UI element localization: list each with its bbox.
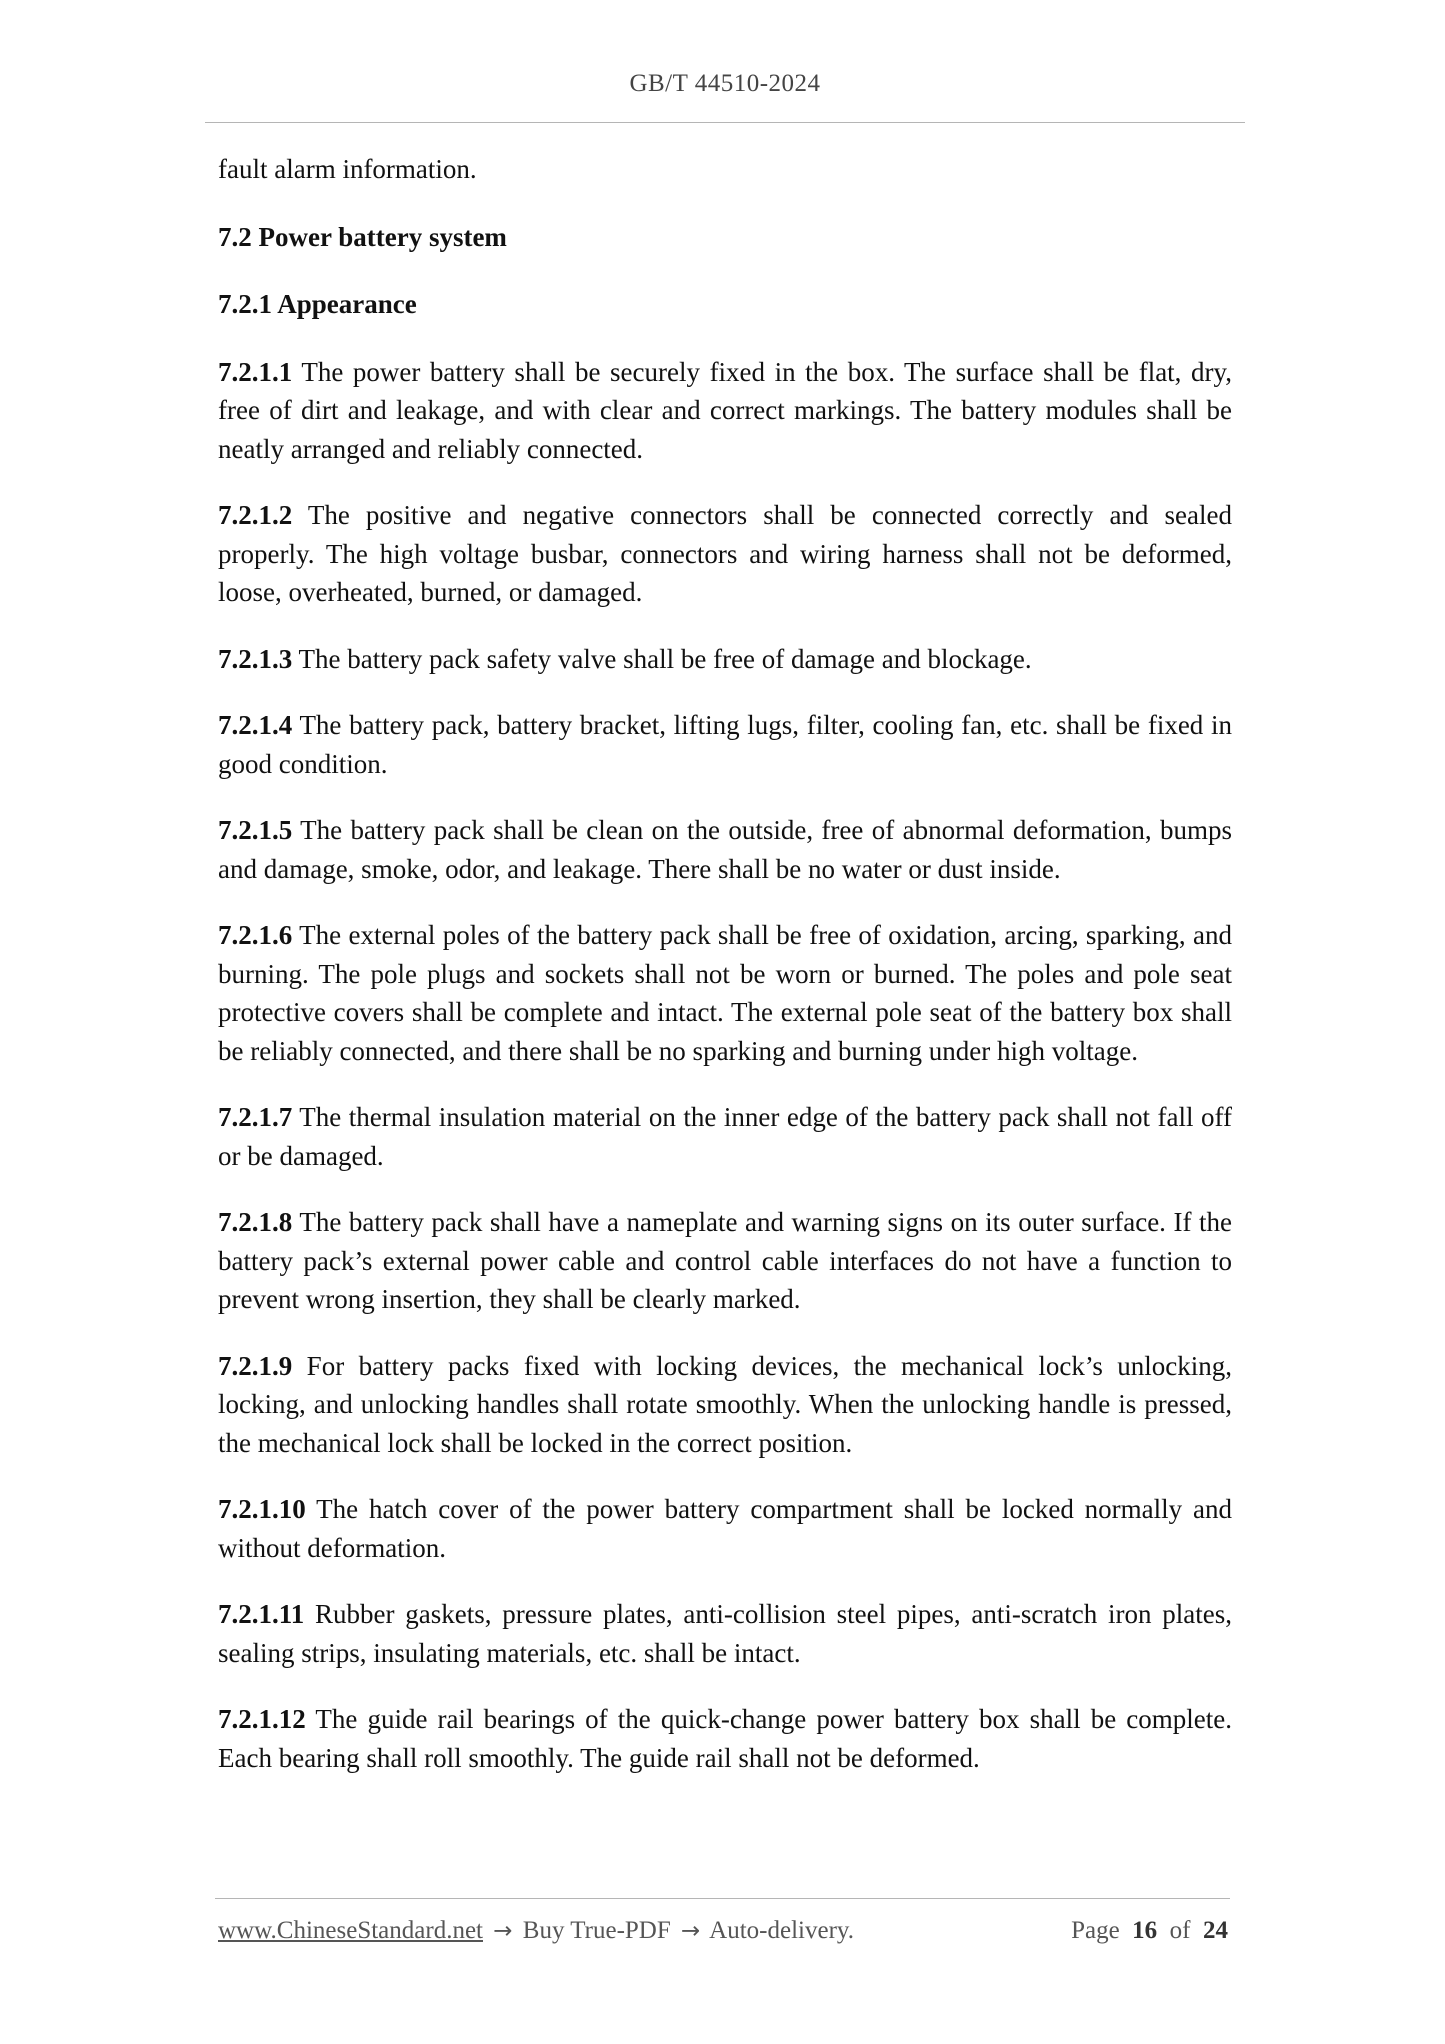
clause-text: The hatch cover of the power battery compartment shall be locked normally and without deformation. [218,1494,1232,1563]
clause-number: 7.2.1.12 [218,1704,306,1734]
page-indicator [1071,1917,1228,1945]
clause-number: 7.2.1.6 [218,920,293,950]
clause-paragraph [218,706,1232,783]
header-divider [205,122,1245,123]
buy-pdf-text: Buy True-PDF [522,1917,671,1944]
clause-text: The battery pack safety valve shall be free of damage and blockage. [298,643,1032,674]
clause-text: The power battery shall be securely fixed in the box. The surface shall be flat, dry, free of dirt and leakage, and with clear and correct markings. The battery modules shall be neatly arranged and reliably connected. [218,356,1232,464]
clause-number: 7.2.1.8 [218,1207,293,1237]
clause-text: The battery pack shall be clean on the outside, free of abnormal deformation, bumps and damage, smoke, odor, and leakage. There shall be no water or dust inside. [218,815,1232,884]
clause-paragraph [218,1203,1232,1319]
clause-text: The thermal insulation material on the inner edge of the battery pack shall not fall off or be damaged. [218,1102,1232,1171]
clause-number: 7.2.1.4 [218,710,293,740]
document-header: GB/T 44510-2024 [629,70,821,97]
clause-number: 7.2.1.11 [218,1599,305,1629]
total-pages-number: 24 [1203,1917,1228,1944]
section-heading: 7.2 Power battery system [218,221,507,252]
clause-paragraph [218,1098,1232,1175]
clause-text: The guide rail bearings of the quick-change power battery box shall be complete. Each bearing shall roll smoothly. The guide rail shall not be deformed. [218,1704,1233,1773]
clause-number: 7.2.1.2 [218,500,293,530]
site-link[interactable]: www.ChineseStandard.net [218,1917,483,1944]
clause-paragraph [218,496,1232,612]
page-label: Page [1071,1917,1120,1944]
clause-text: The external poles of the battery pack shall be free of oxidation, arcing, sparking, and burning. The pole plugs and sockets shall not be worn or burned. The poles and pole seat protective covers shall be complete and intact. The external pole seat of the battery box shall be reliably connected, and there shall be no sparking and burning under high voltage. [218,920,1232,1066]
clause-paragraph [218,1490,1232,1567]
clause-number: 7.2.1.1 [218,356,293,387]
clause-paragraph [218,811,1232,888]
clause-number: 7.2.1.7 [218,1102,293,1132]
current-page-number: 16 [1132,1917,1158,1944]
page-content [218,150,1232,1805]
subsection-heading: 7.2.1 Appearance [218,289,417,319]
clause-text: The battery pack, battery bracket, lifting lugs, filter, cooling fan, etc. shall be fixed in good condition. [218,710,1232,779]
continued-paragraph: fault alarm information. [218,154,477,184]
page-footer [218,1917,1228,1957]
clause-text: Rubber gaskets, pressure plates, anti-collision steel pipes, anti-scratch iron plates, sealing strips, insulating materials, etc. shall be intact. [218,1599,1232,1668]
clause-text: The battery pack shall have a nameplate and warning signs on its outer surface. If the battery pack’s external power cable and control cable interfaces do not have a function to prevent wrong insertion, they shall be clearly marked. [218,1207,1233,1314]
clause-paragraph [218,1595,1232,1672]
clause-paragraph [218,1347,1232,1463]
clause-number: 7.2.1.9 [218,1350,293,1381]
clause-number: 7.2.1.10 [218,1494,306,1524]
clause-number: 7.2.1.3 [218,643,293,674]
right-arrow-icon: → [681,1918,701,1944]
clause-paragraph [218,353,1232,469]
clause-text: For battery packs fixed with locking devices, the mechanical lock’s unlocking, locking, and unlocking handles shall rotate smoothly. When the unlocking handle is pressed, the mechanical lock shall be locked in the correct position. [218,1350,1233,1458]
footer-promo [218,1917,854,1945]
clause-paragraph [218,1700,1232,1777]
footer-divider [215,1898,1230,1899]
right-arrow-icon: → [493,1918,513,1944]
auto-delivery-text: Auto-delivery. [709,1917,855,1944]
of-label: of [1169,1917,1191,1944]
clause-number: 7.2.1.5 [218,815,293,845]
clause-paragraph [218,916,1232,1070]
clause-text: The positive and negative connectors shall be connected correctly and sealed properly. The high voltage busbar, connectors and wiring harness shall not be deformed, loose, overheated, burned, or damaged. [218,500,1232,607]
clause-paragraph [218,640,1232,679]
